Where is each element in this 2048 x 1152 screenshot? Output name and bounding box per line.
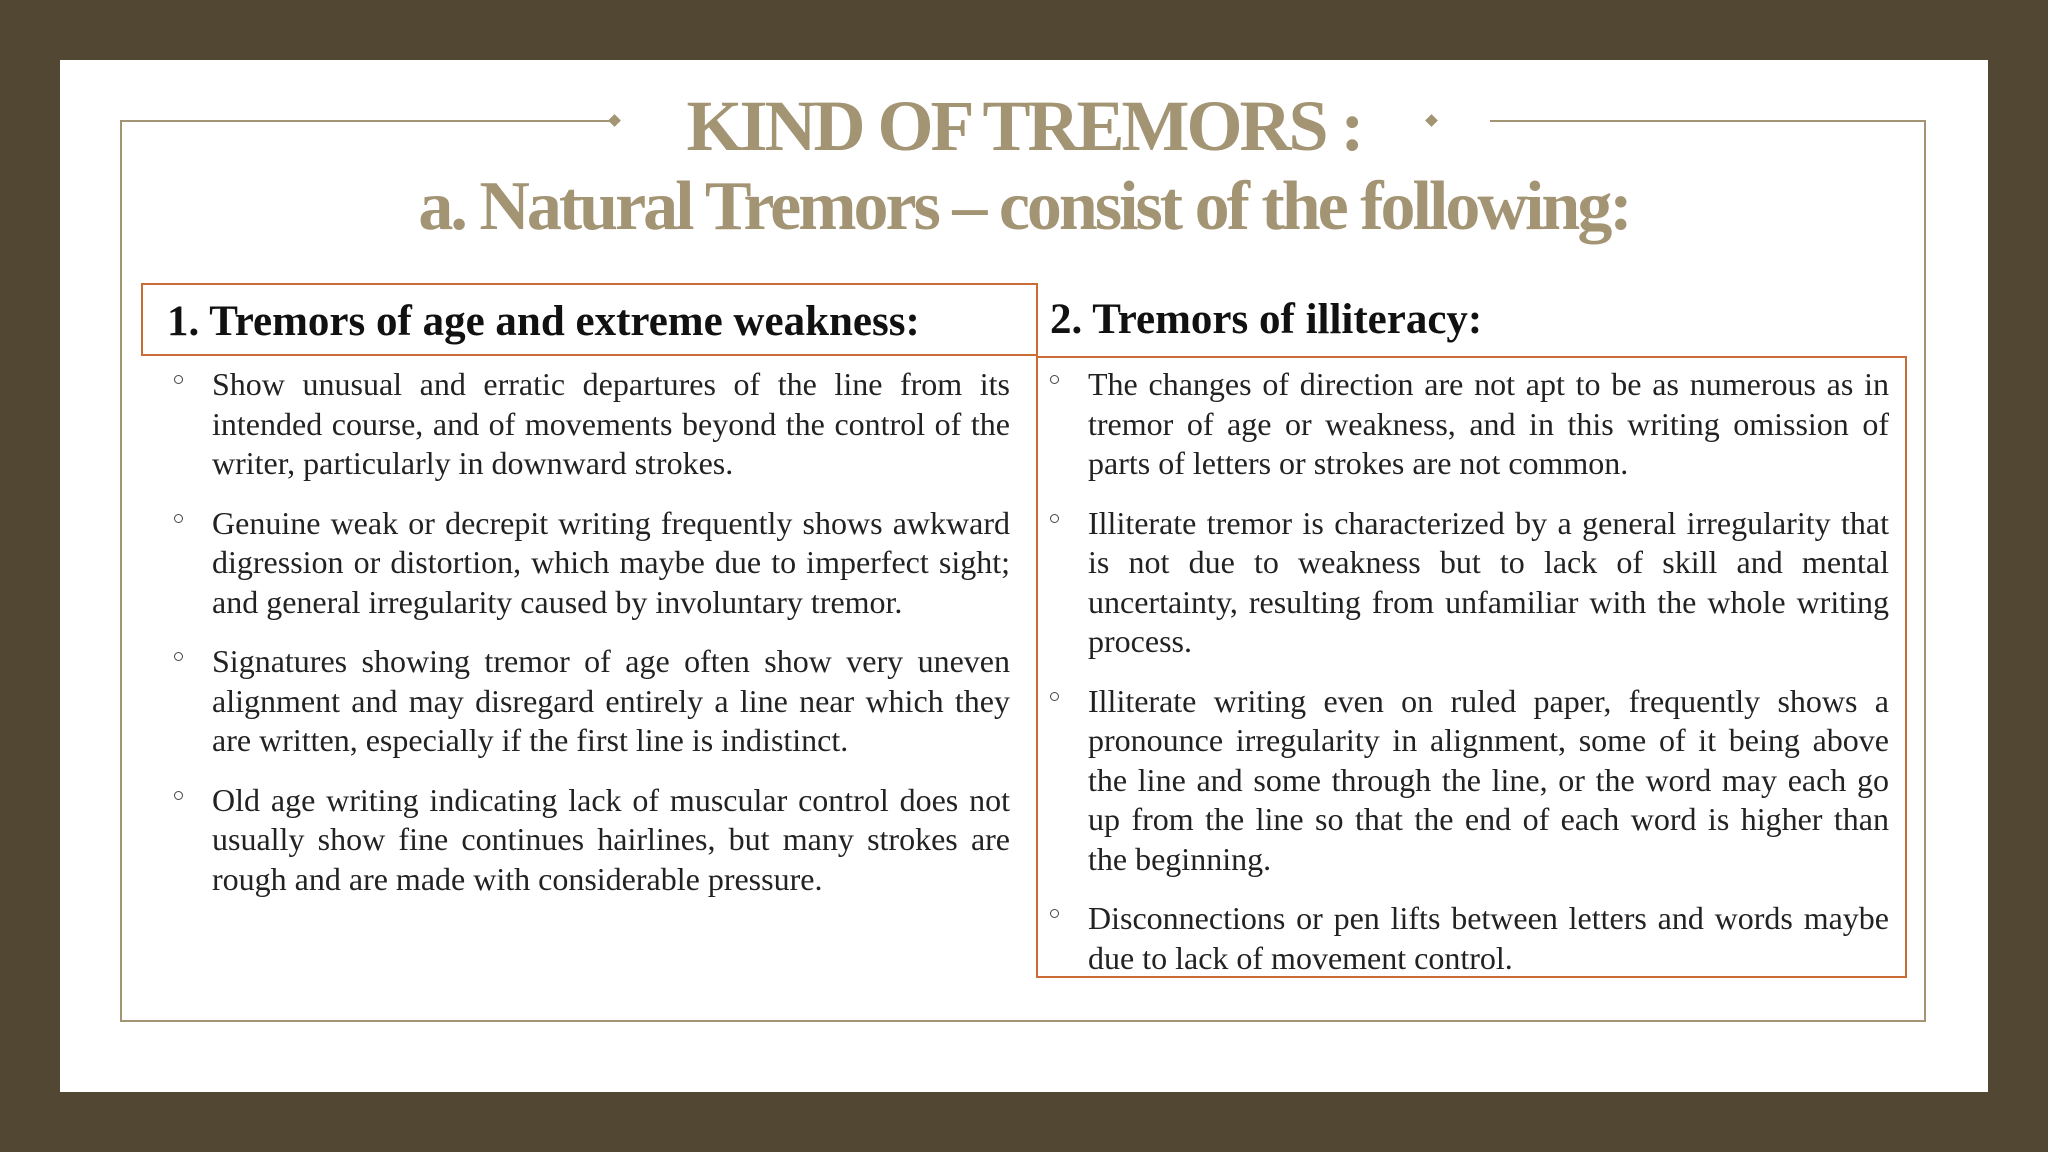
hollow-circle-bullet-icon: [1050, 909, 1059, 918]
bullet-item: [1046, 899, 1889, 978]
bullet-text: Signatures showing tremor of age often show very uneven alignment and may disregard entirely a line near which they are written, especially if the first line is indistinct.: [212, 643, 1010, 758]
bullet-item: [170, 365, 1010, 484]
bullet-item: [1046, 504, 1889, 662]
bullet-item: [170, 642, 1010, 761]
hollow-circle-bullet-icon: [174, 791, 183, 800]
hollow-circle-bullet-icon: [174, 375, 183, 384]
subtitle-prefix: a.: [418, 168, 465, 245]
bullet-text: Disconnections or pen lifts between letters and words maybe due to lack of movement control.: [1088, 900, 1889, 976]
bullet-text: The changes of direction are not apt to be as numerous as in tremor of age or weakness, and in this writing omission of parts of letters or strokes are not common.: [1088, 366, 1889, 481]
hollow-circle-bullet-icon: [1050, 375, 1059, 384]
bullet-text: Genuine weak or decrepit writing frequently shows awkward digression or distortion, which maybe due to imperfect sight; and general irregularity caused by involuntary tremor.: [212, 504, 1010, 620]
bullet-item: [170, 504, 1010, 623]
bullet-item: [1046, 682, 1889, 880]
hollow-circle-bullet-icon: [1050, 514, 1059, 523]
hollow-circle-bullet-icon: [174, 652, 183, 661]
bullet-text: Illiterate writing even on ruled paper, frequently shows a pronounce irregularity in alignment, some of it being above the line and some through the line, or the word may each go up from the line so that the end of each word is higher than the beginning.: [1088, 682, 1889, 877]
column-heading-age: 1. Tremors of age and extreme weakness:: [167, 298, 920, 345]
bullet-item: [1046, 365, 1889, 484]
column-heading-illiteracy: 2. Tremors of illiteracy:: [1050, 296, 1483, 343]
slide-subtitle: [60, 168, 1988, 245]
bullet-text: Illiterate tremor is characterized by a general irregularity that is not due to weakness but to lack of skill and mental uncertainty, resulting from unfamiliar with the whole writing process.: [1088, 504, 1889, 659]
hollow-circle-bullet-icon: [1050, 692, 1059, 701]
bullet-list-age: [170, 365, 1010, 919]
slide-title: KIND OF TREMORS :: [686, 86, 1362, 166]
bullet-text: Old age writing indicating lack of muscular control does not usually show fine continues hairlines, but many strokes are rough and are made with considerable pressure.: [212, 781, 1010, 897]
bullet-item: [170, 781, 1010, 900]
bullet-list-illiteracy: [1046, 365, 1889, 998]
slide: [60, 60, 1988, 1092]
subtitle-text: Natural Tremors – consist of the following:: [479, 168, 1630, 245]
hollow-circle-bullet-icon: [174, 514, 183, 523]
bullet-text: Show unusual and erratic departures of the line from its intended course, and of movements beyond the control of the writer, particularly in downward strokes.: [212, 366, 1010, 481]
